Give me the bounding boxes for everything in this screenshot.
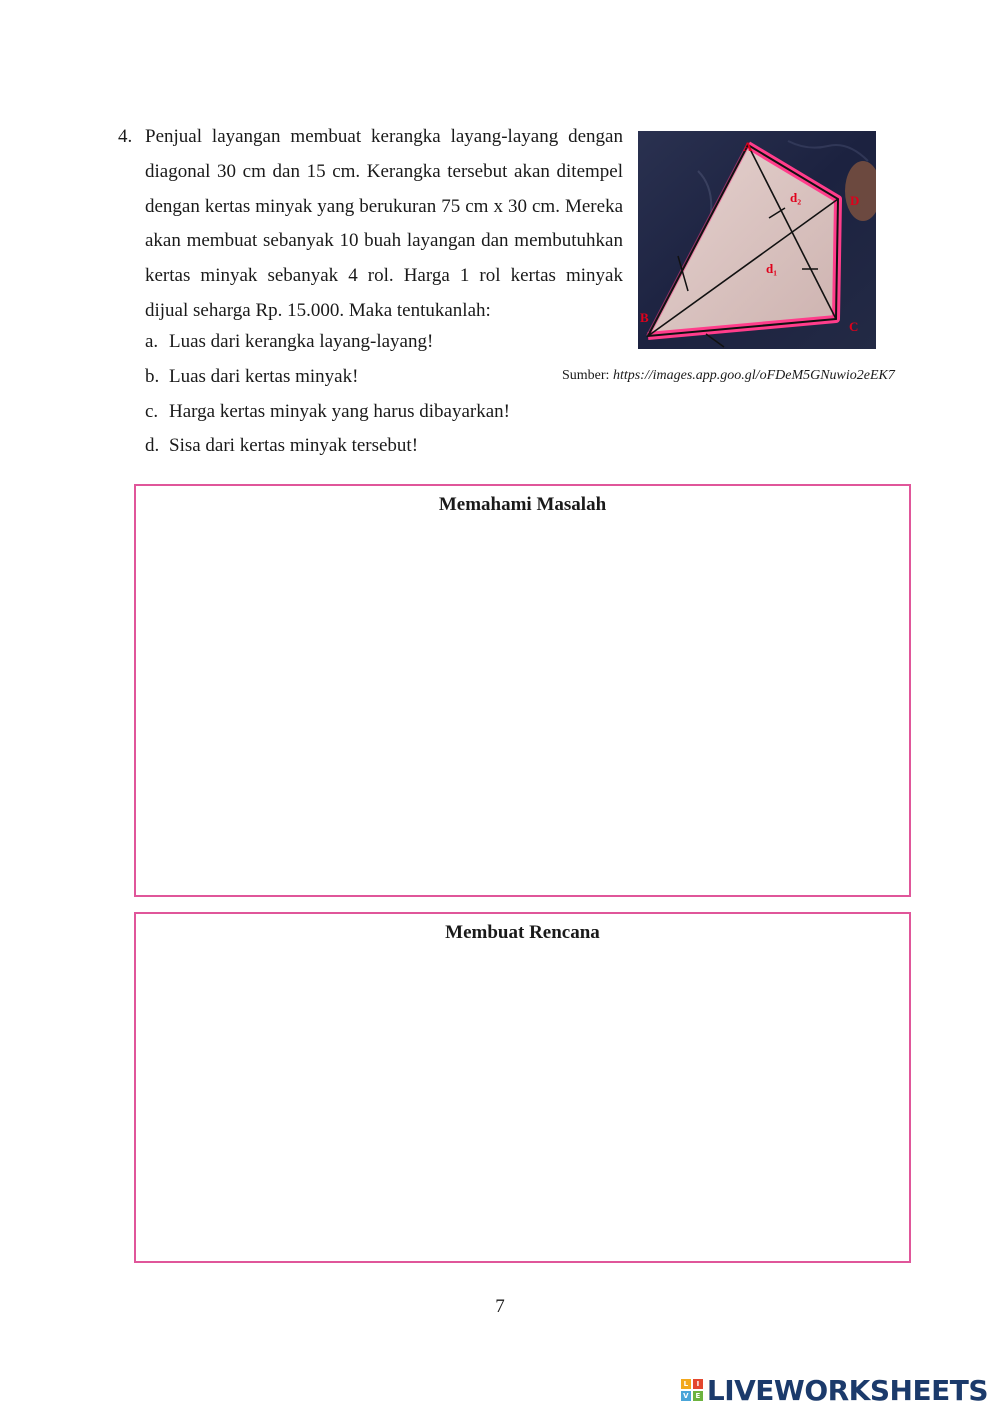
- subitem-b: [145, 360, 625, 395]
- page-number: 7: [495, 1296, 505, 1317]
- logo-letter: I: [693, 1379, 703, 1389]
- source-link[interactable]: https://images.app.goo.gl/oFDeM5GNuwio2eEK7: [612, 368, 895, 383]
- label-d1: d₁: [766, 261, 778, 276]
- question-number: 4.: [118, 126, 133, 147]
- subitem-d: [145, 429, 625, 464]
- subitem-letter: a.: [145, 331, 159, 352]
- box-title-understanding: Memahami Masalah: [438, 494, 607, 515]
- question-subitems: [145, 325, 625, 464]
- logo-letter: E: [693, 1391, 703, 1401]
- label-D: D: [850, 193, 860, 208]
- subitem-letter: c.: [145, 400, 159, 422]
- logo-grid-icon: [681, 1379, 703, 1401]
- subitem-text: Luas dari kertas minyak!: [169, 365, 359, 387]
- question-text: Penjual layangan membuat kerangka layang-layang dengan diagonal 30 cm dan 15 cm. Kerangka tersebut akan ditempel dengan kertas minyak yang berukuran 75 cm x 30 cm. Mereka akan membuat sebanyak 10 buah layangan dan membutuhkan kertas minyak sebanyak 4 rol. Harga 1 rol kertas minyak dijual seharga Rp. 15.000. Maka tentukanlah:: [145, 126, 623, 321]
- subitem-a: [145, 325, 625, 360]
- subitem-letter: b.: [145, 365, 160, 387]
- brand-name: LIVEWORKSHEETS: [706, 1373, 988, 1407]
- subitem-letter: d.: [145, 435, 160, 457]
- kite-photo: [638, 131, 876, 349]
- label-B: B: [640, 310, 649, 325]
- subitem-text: Luas dari kerangka layang-layang!: [169, 331, 434, 352]
- logo-letter: L: [681, 1379, 691, 1389]
- label-C: C: [849, 319, 859, 334]
- subitem-text: Sisa dari kertas minyak tersebut!: [169, 435, 419, 457]
- answer-box-understanding[interactable]: [134, 484, 911, 897]
- source-prefix: Sumber:: [562, 368, 610, 383]
- liveworksheets-logo: [681, 1370, 988, 1410]
- logo-letter: V: [681, 1391, 691, 1401]
- answer-box-plan[interactable]: [134, 912, 911, 1263]
- subitem-text: Harga kertas minyak yang harus dibayarkan!: [169, 400, 510, 422]
- label-d2: d₂: [790, 190, 802, 205]
- label-A: A: [743, 139, 753, 154]
- subitem-c: [145, 395, 625, 430]
- image-source: [562, 368, 895, 384]
- box-title-plan: Membuat Rencana: [445, 922, 600, 943]
